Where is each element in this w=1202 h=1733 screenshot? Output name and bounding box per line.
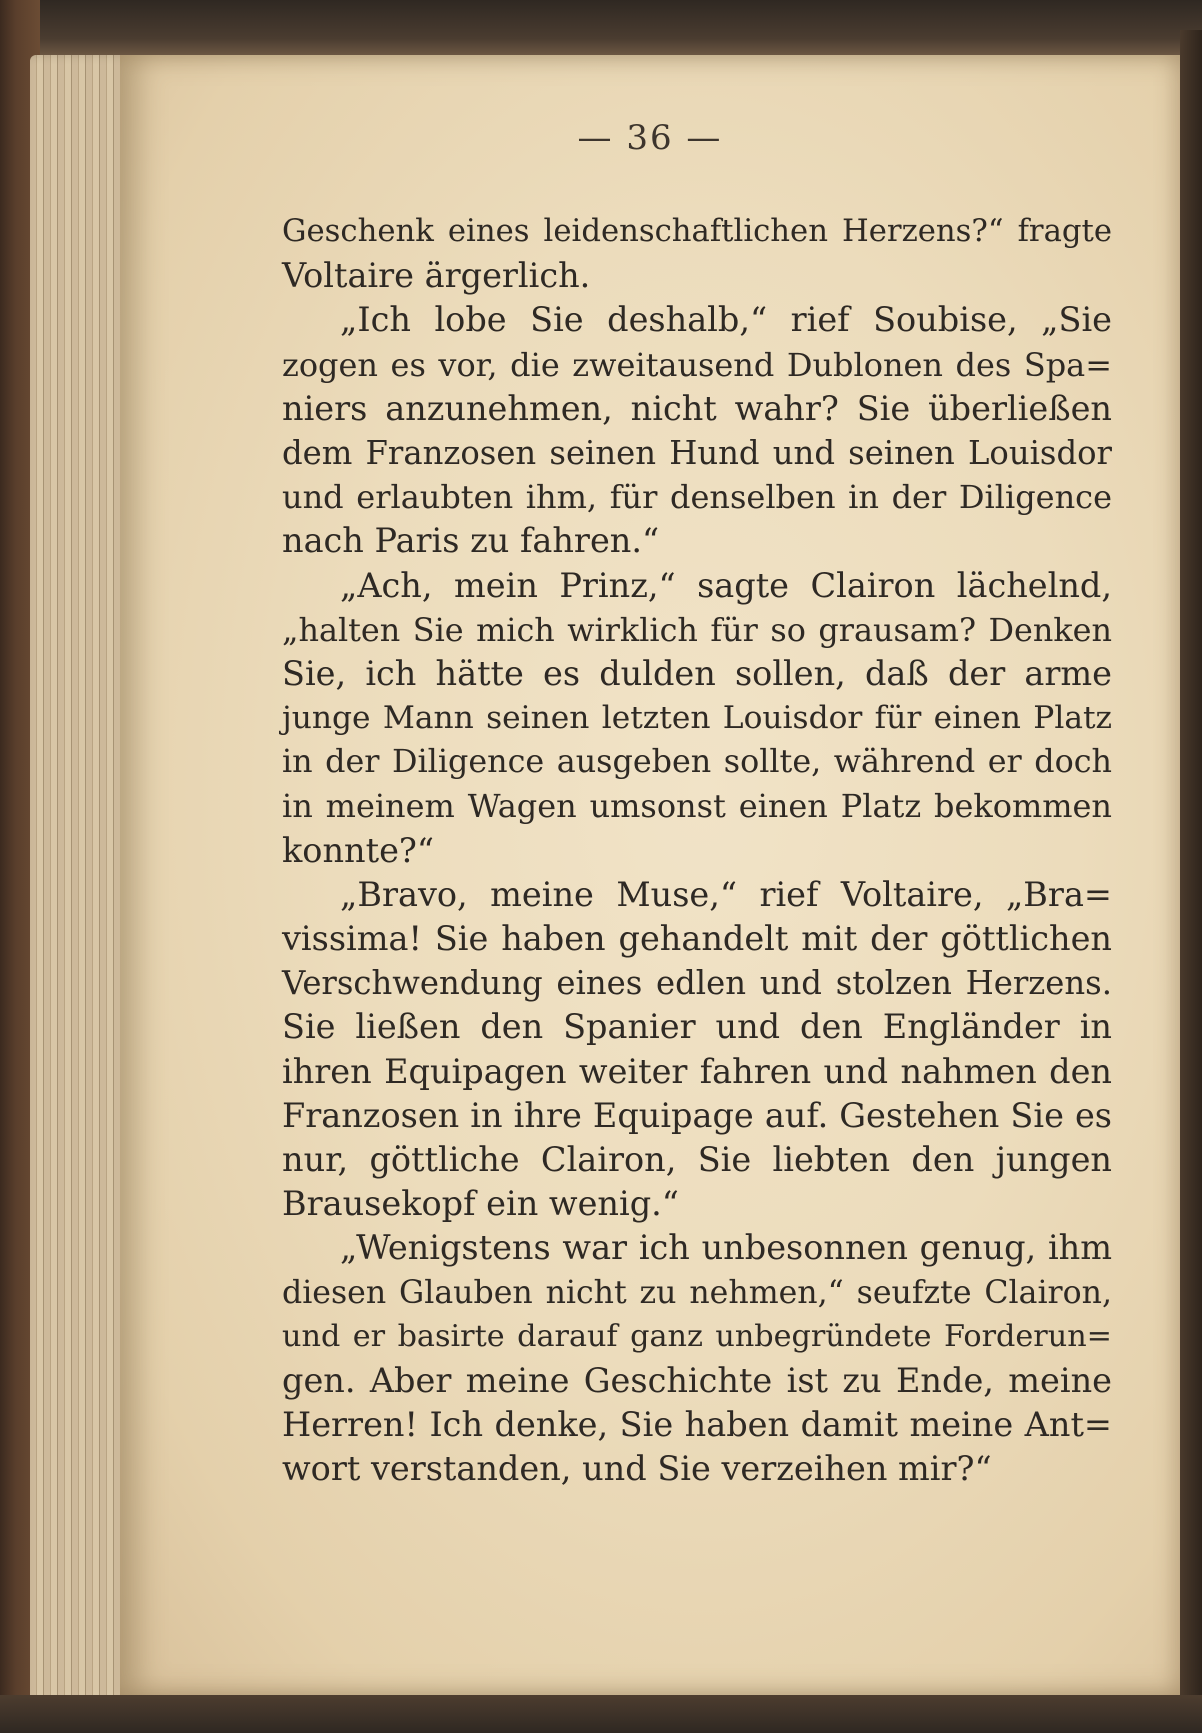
text-line: Geschenk eines leidenschaftlichen Herzens?“ fragte xyxy=(282,214,1112,249)
text-line: wort verstanden, und Sie verzeihen mir?“ xyxy=(282,1449,992,1489)
text-line: niers anzunehmen, nicht wahr? Sie überließen xyxy=(282,388,1112,428)
text-line: nur, göttliche Clairon, Sie liebten den jungen xyxy=(282,1139,1112,1179)
text-line: diesen Glauben nicht zu nehmen,“ seufzte Clairon, xyxy=(282,1274,1112,1311)
text-line: Brausekopf ein wenig.“ xyxy=(282,1184,679,1224)
text-line: Verschwendung eines edlen und stolzen Herzens. xyxy=(282,964,1112,1003)
text-line: in der Diligence ausgeben sollte, während er doch xyxy=(282,743,1112,781)
text-line: nach Paris zu fahren.“ xyxy=(282,521,660,561)
text-line: Franzosen in ihre Equipage auf. Gestehen Sie es xyxy=(282,1095,1112,1135)
text-line: Sie, ich hätte es dulden sollen, daß der arme xyxy=(282,653,1112,693)
page-text-block xyxy=(282,210,1112,1491)
text-line: dem Franzosen seinen Hund und seinen Louisdor xyxy=(282,433,1112,472)
text-line: Herren! Ich denke, Sie haben damit meine Ant= xyxy=(282,1405,1112,1445)
text-line: in meinem Wagen umsonst einen Platz bekommen xyxy=(282,787,1112,826)
text-line: „Ich lobe Sie deshalb,“ rief Soubise, „Sie xyxy=(340,300,1112,340)
text-line: ihren Equipagen weiter fahren und nahmen den xyxy=(282,1051,1112,1091)
book-bottom-edge xyxy=(0,1695,1202,1733)
text-line: „halten Sie mich wirklich für so grausam? Denken xyxy=(282,610,1112,649)
book-top-edge xyxy=(0,0,1202,55)
text-line: gen. Aber meine Geschichte ist zu Ende, meine xyxy=(282,1360,1112,1400)
text-line: vissima! Sie haben gehandelt mit der göttlichen xyxy=(282,919,1112,958)
text-line: Voltaire ärgerlich. xyxy=(282,256,591,296)
text-line: junge Mann seinen letzten Louisdor für einen Platz xyxy=(282,700,1112,737)
page-number: — 36 — xyxy=(577,118,723,158)
text-line: konnte?“ xyxy=(282,830,434,870)
text-line: „Bravo, meine Muse,“ rief Voltaire, „Bra= xyxy=(340,874,1112,914)
text-line: und erlaubten ihm, für denselben in der Diligence xyxy=(282,478,1112,517)
book-right-edge xyxy=(1180,30,1202,1710)
text-line: Sie ließen den Spanier und den Engländer in xyxy=(282,1007,1112,1047)
text-line: „Wenigstens war ich unbesonnen genug, ihm xyxy=(340,1228,1112,1268)
text-line: zogen es vor, die zweitausend Dublonen des Spa= xyxy=(282,345,1112,384)
text-line: „Ach, mein Prinz,“ sagte Clairon lächelnd, xyxy=(340,565,1112,605)
text-line: und er basirte darauf ganz unbegründete Forderun= xyxy=(282,1318,1112,1354)
